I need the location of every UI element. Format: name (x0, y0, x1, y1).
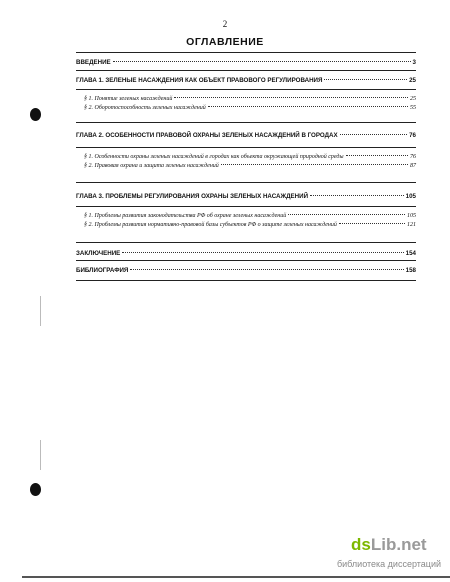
toc-entry-page: 25 (409, 77, 416, 84)
toc-entry-chapter-2-section-1[interactable] (84, 154, 416, 160)
toc-entry-bibliography[interactable] (76, 267, 416, 274)
dot-leader (310, 195, 404, 196)
toc-entry-text: § 2. Проблемы развития нормативно-правовой базы субъектов РФ о защите зеленых насаждений (84, 222, 337, 228)
toc-entry-text: § 1. Понятие зеленых насаждений (84, 96, 173, 102)
dot-leader (130, 269, 403, 270)
toc-entry-chapter-1[interactable] (76, 77, 416, 84)
toc-entry-page: 76 (409, 132, 416, 139)
rule-bottom (76, 280, 416, 281)
watermark-subtitle: библиотека диссертаций (336, 559, 441, 569)
rule-divider (76, 147, 416, 148)
dot-leader (208, 106, 408, 107)
dot-leader (346, 155, 408, 156)
toc-entry-chapter-1-section-2[interactable] (84, 105, 416, 111)
scan-edge (22, 576, 450, 578)
toc-entry-chapter-1-section-1[interactable] (84, 96, 416, 102)
toc-entry-text: § 1. Особенности охраны зеленых насаждений в городах как объекта окружающей природной среды (84, 154, 344, 160)
rule-divider (76, 242, 416, 243)
rule-top (76, 52, 416, 53)
toc-entry-page: 55 (410, 105, 416, 111)
dot-leader (324, 79, 407, 80)
toc-entry-text: ЗАКЛЮЧЕНИЕ (76, 250, 121, 257)
toc-entry-page: 25 (410, 96, 416, 102)
rule-divider (76, 182, 416, 183)
toc-entry-page: 87 (410, 163, 416, 169)
dot-leader (174, 97, 408, 98)
dot-leader (288, 214, 405, 215)
toc-entry-introduction[interactable] (76, 59, 416, 66)
toc-entry-chapter-3-section-1[interactable] (84, 213, 416, 219)
toc-entry-page: 121 (407, 222, 416, 228)
toc-entry-text: ГЛАВА 1. ЗЕЛЕНЫЕ НАСАЖДЕНИЯ КАК ОБЪЕКТ ПРАВОВОГО РЕГУЛИРОВАНИЯ (76, 77, 323, 84)
dot-leader (122, 252, 403, 253)
dot-leader (113, 61, 411, 62)
watermark (275, 535, 445, 575)
scan-mark (40, 440, 44, 470)
toc-entry-page: 105 (405, 193, 416, 200)
toc-entry-page: 154 (405, 250, 416, 257)
toc-entry-chapter-3[interactable] (76, 193, 416, 200)
scan-mark (40, 296, 44, 326)
rule-divider (76, 89, 416, 90)
dot-leader (339, 223, 405, 224)
rule-divider (76, 206, 416, 207)
watermark-logo: dsLib.net (351, 535, 427, 554)
dot-leader (340, 134, 407, 135)
toc-entry-text: ГЛАВА 3. ПРОБЛЕМЫ РЕГУЛИРОВАНИЯ ОХРАНЫ ЗЕЛЕНЫХ НАСАЖДЕНИЙ (76, 193, 309, 200)
toc-entry-conclusion[interactable] (76, 250, 416, 257)
toc-entry-text: § 1. Проблемы развития законодательства РФ об охране зеленых насаждений (84, 213, 287, 219)
toc-entry-text: ВВЕДЕНИЕ (76, 59, 111, 66)
toc-entry-chapter-3-section-2[interactable] (84, 222, 416, 228)
toc-entry-page: 105 (407, 213, 416, 219)
toc-entry-text: ГЛАВА 2. ОСОБЕННОСТИ ПРАВОВОЙ ОХРАНЫ ЗЕЛЕНЫХ НАСАЖДЕНИЙ В ГОРОДАХ (76, 132, 338, 139)
toc-entry-page: 76 (410, 154, 416, 160)
dot-leader (221, 164, 408, 165)
toc-title: ОГЛАВЛЕНИЕ (186, 36, 264, 48)
rule-divider (76, 260, 416, 261)
toc-entry-chapter-2-section-2[interactable] (84, 163, 416, 169)
page-number: 2 (222, 19, 228, 29)
toc-entry-page: 3 (412, 59, 416, 66)
punch-hole (30, 483, 41, 496)
toc-entry-text: § 2. Оборотоспособность зеленых насаждений (84, 105, 206, 111)
punch-hole (30, 108, 41, 121)
toc-entry-text: БИБЛИОГРАФИЯ (76, 267, 129, 274)
toc-entry-chapter-2[interactable] (76, 132, 416, 139)
rule-divider (76, 70, 416, 71)
toc-entry-page: 158 (405, 267, 416, 274)
toc-entry-text: § 2. Правовая охрана и защита зеленых насаждений (84, 163, 219, 169)
rule-divider (76, 122, 416, 123)
